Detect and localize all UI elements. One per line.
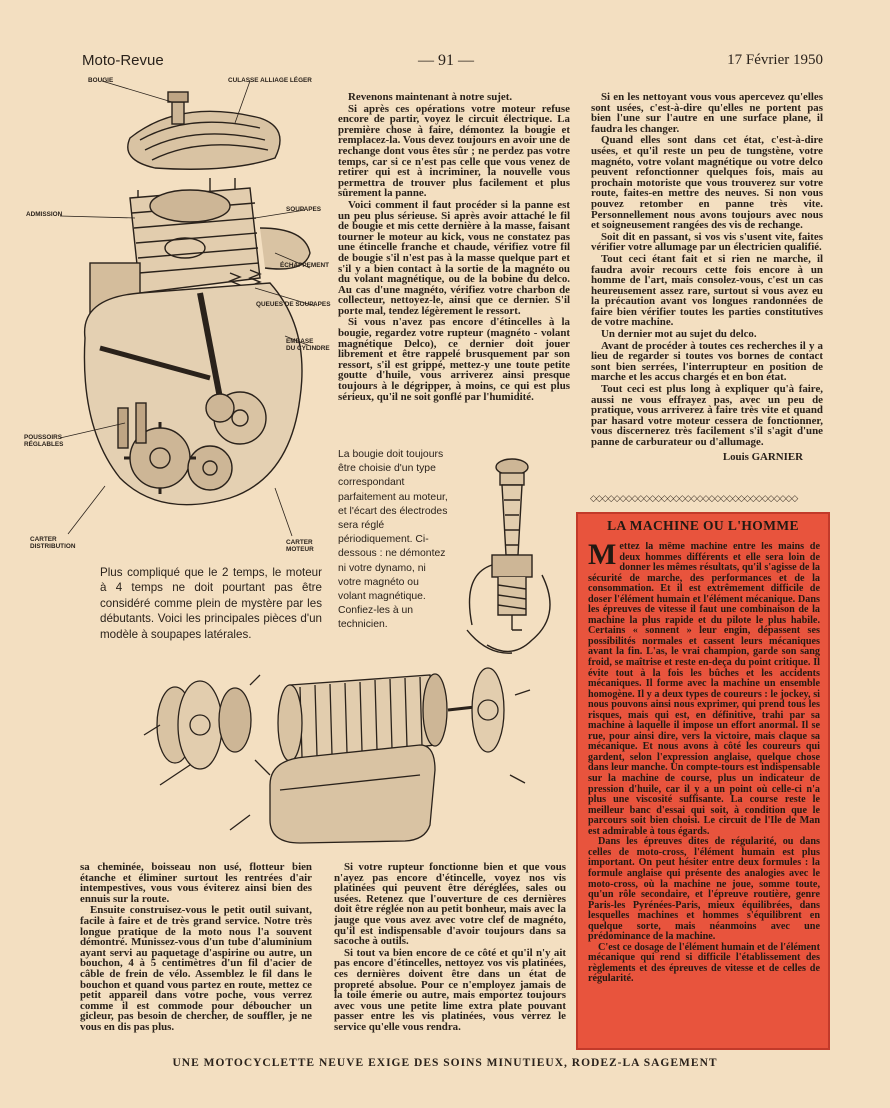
drop-cap: M bbox=[588, 542, 617, 571]
lead-text: ettez la même machine entre les mains de deux hommes différents et elle sera loin de donner les mêmes résultats, qu'il s'agisse de la sécurité de marche, des performances et de la consommation. Et il est extrêmement difficile de doser l'élément humain et l'élément mécanique. Dans les épreuves de vitesse il faut une combinaison de la machine la plus rapide et du pilote le plus habile. Certains « sonnent » leur engin, dépassent ses possibilités normales et cassent leurs mécaniques avant la fin. L'as, le vrai champion, garde son sang froid, se maîtrise et reste en-deça du point critique. Il évite tout à la fois les bûches et les accidents mécaniques. Il forme avec la machine un ensemble homogène. Il y a deux types de coureurs : le jockey, si nous pouvons ainsi nous exprimer, qui prend tous les risques, mais qui est, en définitive, trahi par sa machine à laquelle il impose un effort anormal. Il se rue, pour ainsi dire, vers la victoire, mais claque sa mécanique. Et nous avons à côté les coureurs qui gardent, selon l'expression anglaise, quelque chose dans leur manche. Un compte-tours est indispensable sur la machine de course, plus un indicateur de pression d'huile, car il y a un point où celle-ci n'a plus une viscosité suffisante. La course reste le meilleur banc d'essai qui soit, à condition que le parcours soit bien choisi. Le circuit de l'Ile de Man est admirable à tous égards. bbox=[588, 542, 820, 837]
paragraph: Avant de procéder à toutes ces recherches il y a lieu de regarder si toutes vos bornes de contact sont bien serrées, l'interrupteur en position de marche et les accus chargés et en bon état. bbox=[591, 339, 823, 384]
sidebar-text bbox=[588, 542, 820, 1050]
engine-caption: Plus compliqué que le 2 temps, le moteur à 4 temps ne doit pourtant pas être considéré comme plein de mystère par les débutants. Voici les principales pièces d'un modèle à soupapes latérales. bbox=[100, 566, 322, 641]
label-carter-moteur: CARTER MOTEUR bbox=[286, 539, 314, 553]
paragraph: Quand elles sont dans cet état, c'est-à-dire usées, et qu'il reste un peu de tungstène, votre magnéto, votre volant magnétique ou votre delco peuvent refonctionner quelques fois, mais au prochain motoriste que vous trouverez sur votre route, faites-en mettre des neuves. Si non vous pouvez retomber en panne très vite. Personnellement nous avons toujours avec nous et soigneusement rangées des vis de rechange. bbox=[591, 134, 823, 232]
paragraph: Soit dit en passant, si vos vis s'usent vite, faites vérifier votre allumage par un électricien qualifié. bbox=[591, 230, 823, 254]
paragraph: Si après ces opérations votre moteur refuse encore de partir, voyez le circuit électrique. La première chose à faire, démontez la bougie et remplacez-la. Vous devez toujours en avoir une de rechange dont vous êtes sûr ; ne perdez pas votre temps, car si ce n'est pas celle que vous venez de retirer qui est à incriminer, la nouvelle vous permettra de trouver plus facilement et plus sûrement la panne. bbox=[338, 102, 570, 200]
paragraph: Dans les épreuves dites de régularité, ou dans celles de moto-cross, l'élément humain est plus important. On peut hésiter entre deux formules : la formule anglaise qui présente des analogies avec le moto-cross, où la machine ne joue, somme toute, qu'un rôle secondaire, et l'épreuve routière, genre Paris-les Pyrénées-Paris, mieux équilibrées, dans lesquelles machines et hommes s'équilibrent en quelque sorte, mais néanmoins avec une prédominance de la machine. bbox=[588, 836, 820, 943]
page-number: — 91 — bbox=[418, 52, 474, 69]
paragraph: Ensuite construisez-vous le petit outil suivant, facile à faire et de très grand service. Notre très longue pratique de la moto nous l'a souvent démontré. Munissez-vous d'un tube d'aluminium ayant servi au paquetage d'aspirine ou autre, un bouchon, 4 à 5 centimètres d'un fil d'acier de câble de frein de vélo. Assemblez le fil dans le bouchon et quand vous partez en route, mettez ce petit appareil dans votre poche, vous verrez comme il est commode pour déboucher un gicleur, pas besoin de chercher, de souffler, je ne vous en dis pas plus. bbox=[80, 904, 312, 1033]
magazine-title: Moto-Revue bbox=[82, 52, 164, 69]
footer-banner: UNE MOTOCYCLETTE NEUVE EXIGE DES SOINS MINUTIEUX, RODEZ-LA SAGEMENT bbox=[172, 1057, 718, 1069]
label-poussoirs: POUSSOIRS RÉGLABLES bbox=[24, 434, 64, 448]
paragraph: Tout ceci est plus long à expliquer qu'à faire, aussi ne vous effrayez pas, avec un peu de pratique, vous arriverez à faire très vite et quand par hasard votre moteur cessera de fonctionner, vous discernerez très facilement s'il s'agit d'une panne de carburateur ou d'allumage. bbox=[591, 383, 823, 448]
label-admission: ADMISSION bbox=[26, 211, 63, 218]
issue-date: 17 Février 1950 bbox=[727, 52, 823, 68]
label-soupapes: SOUPAPES bbox=[286, 206, 322, 213]
sidebar-title: LA MACHINE OU L'HOMME bbox=[607, 518, 799, 533]
label-echappement: ÉCHAPPEMENT bbox=[280, 262, 330, 269]
paragraph: Revenons maintenant à notre sujet. bbox=[348, 92, 513, 103]
author-signature: Louis GARNIER bbox=[722, 450, 803, 463]
dynamo-exploded-illustration bbox=[130, 665, 540, 845]
paragraph: C'est ce dosage de l'élément humain et de l'élément mécanique qui rend si difficile l'établissement des règlements et des épreuves de vitesse et de celles de régularité. bbox=[588, 941, 820, 985]
paragraph: Si vous n'avez pas encore d'étincelles à la bougie, regardez votre rupteur (magnéto - volant magnétique Delco), ce dernier doit jouer librement et être rappelé brusquement par son ressort, s'il est grippé, mettez-y une toute petite goutte d'huile, vous arriverez ainsi presque toujours à le dégripper, à moins, ce qui est plus sérieux, qu'il ne soit gonflé par l'humidité. bbox=[338, 316, 570, 403]
paragraph: Si votre rupteur fonctionne bien et que vous n'ayez pas encore d'étincelle, voyez nos vis platinées qui peuvent être déréglées, sales ou usées. Retenez que l'ouverture de ces dernières doit être réglée non au petit bonheur, mais avec la jauge que vous avez avec votre clef de magnéto, qu'il est indispensable d'avoir toujours dans sa sacoche à outils. bbox=[334, 862, 566, 948]
label-culasse: CULASSE ALLIAGE LÉGER bbox=[228, 77, 312, 84]
paragraph: Un dernier mot au sujet du delco. bbox=[601, 328, 757, 341]
article-column-1-bottom bbox=[80, 862, 312, 1044]
article-column-2-top bbox=[338, 92, 570, 432]
paragraph: Voici comment il faut procéder si la panne est un peu plus sérieuse. Si après avoir attaché le fil de bougie et mis cette dernière à la masse, faisant tourner le moteur au kick, vous ne constatez pas une étincelle franche et chaude, vérifiez votre fil de bougie s'il n'est pas à la masse quelque part et s'il y a bien contact à la sortie de la magnéto ou du volant magnétique, ou de la bobine du delco. Au cas d'une magnéto, vérifiez votre charbon de collecteur, nettoyez-le, ainsi que ce dernier. S'il porte mal, tendez légèrement le ressort. bbox=[338, 198, 570, 317]
label-carter-distribution: CARTER DISTRIBUTION bbox=[30, 536, 76, 550]
article-column-3-top bbox=[591, 92, 823, 492]
label-embase-cylindre: EMBASE DU CYLINDRE bbox=[286, 338, 330, 352]
spark-plug-caption: La bougie doit toujours être choisie d'un type correspondant parfaitement au moteur, et l'écart des électrodes sera réglé périodiquement. Ci-dessous : ne démontez ni votre dynamo, ni votre magnéto ou volant magnétique. Confiez-les à un technicien. bbox=[338, 449, 448, 631]
column-separator: ◇◇◇◇◇◇◇◇◇◇◇◇◇◇◇◇◇◇◇◇◇◇◇◇◇◇◇◇◇◇◇◇◇◇◇ bbox=[590, 494, 798, 502]
paragraph: Si tout va bien encore de ce côté et qu'il n'y ait pas encore d'étincelles, nettoyez vos vis platinées, ces dernières doivent être dans un état de propreté absolue. Pour ce n'employez jamais de la toile émerie ou autre, mais emportez toujours avec vous une petite lime extra plate pouvant passer entre les vis platinées, vous verrez le service qu'elle vous rendra. bbox=[334, 946, 566, 1033]
label-queues-soupapes: QUEUES DE SOUPAPES bbox=[256, 301, 331, 308]
label-bougie: BOUGIE bbox=[88, 77, 114, 84]
sidebar-box bbox=[576, 512, 830, 1050]
paragraph: Tout ceci étant fait et si rien ne marche, il faudra avoir recours cette fois encore à un homme de l'art, mais consolez-vous, c'est un cas heureusement assez rare, surtout si vous avez eu la précaution avant vos longues randonnées de faire bien vérifier toutes les parties constitutives de votre machine. bbox=[591, 252, 823, 329]
paragraph: Si en les nettoyant vous vous apercevez qu'elles sont usées, c'est-à-dire qu'elles ne portent pas bien l'une sur l'autre en une surface plane, il faudra les changer. bbox=[591, 92, 823, 135]
sidebar-lead-paragraph bbox=[588, 542, 820, 837]
article-column-2-bottom bbox=[334, 862, 566, 1044]
spark-plug-illustration bbox=[452, 455, 567, 665]
engine-illustration bbox=[60, 78, 340, 558]
paragraph: sa cheminée, boisseau non usé, flotteur bien étanche et éliminer surtout les rentrées d'air intempestives, vous vous éviterez ainsi bien des ennuis sur la route. bbox=[80, 862, 312, 905]
